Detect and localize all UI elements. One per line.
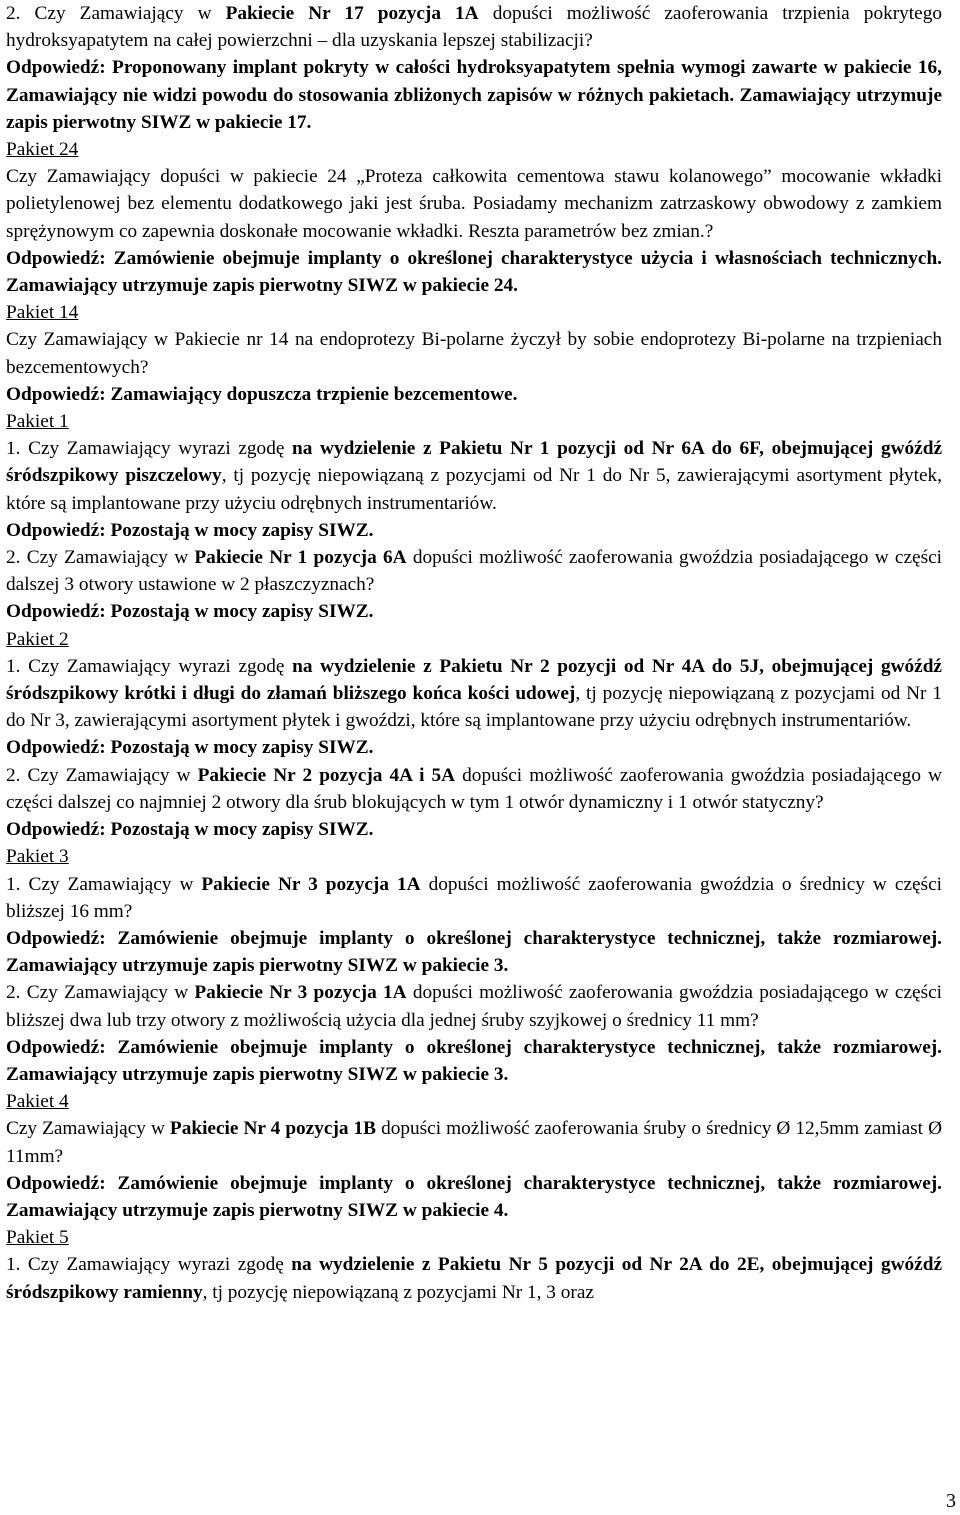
- question-text: dopuści możliwość zaoferowania śruby o średnicy Ø 12,5mm zamiast Ø 11mm?: [6, 1118, 942, 1167]
- answer: [6, 245, 942, 299]
- page-number: 3: [946, 1490, 956, 1512]
- question-text: dopuści możliwość zaoferowania gwoździa posiadającego w części dalszej co najmniej 2 otwory dla śrub blokujących w tym 1 otwór dynamiczny i 1 otwór statyczny?: [6, 764, 942, 813]
- question-text: dopuści możliwość zaoferowania gwoździa o średnicy w części bliższej 16 mm?: [6, 873, 942, 922]
- question-text: Pakiecie Nr 1 pozycja 6A: [194, 547, 407, 569]
- package-heading: [6, 1088, 942, 1115]
- answer: [6, 381, 942, 408]
- answer-text: Odpowiedź: Zamówienie obejmuje implanty o określonej charakterystyce technicznej, także rozmiarowej. Zamawiający utrzymuje zapis pierwotny SIWZ w pakiecie 4.: [6, 1172, 942, 1221]
- package-heading: [6, 626, 942, 653]
- package-heading-text: Pakiet 2: [6, 628, 69, 650]
- package-heading-text: Pakiet 1: [6, 411, 69, 433]
- question-text: 1. Czy Zamawiający w: [6, 873, 202, 895]
- question-text: 1. Czy Zamawiający wyrazi zgodę: [6, 1254, 292, 1276]
- question: [6, 435, 942, 517]
- question: [6, 0, 942, 54]
- package-heading: [6, 299, 942, 326]
- answer: [6, 598, 942, 625]
- question-text: Pakiecie Nr 2 pozycja 4A i 5A: [197, 764, 456, 786]
- answer: [6, 734, 942, 761]
- question-text: na wydzielenie z Pakietu Nr 1 pozycji od Nr 6A do 6F, obejmującej gwóźdź śródszpikowy piszczelowy: [6, 438, 943, 487]
- answer: [6, 517, 942, 544]
- answer: [6, 1034, 942, 1088]
- answer-text: Odpowiedź: Proponowany implant pokryty w całości hydroksyapatytem spełnia wymogi zawarte w pakiecie 16, Zamawiający nie widzi powodu do stosowania zbliżonych zapisów w różnych pakietach. Zamawiający utrzymuje zapis pierwotny SIWZ w pakiecie 17.: [6, 57, 942, 133]
- question-text: Czy Zamawiający w Pakiecie nr 14 na endoprotezy Bi-polarne życzył by sobie endoprotezy Bi-polarne na trzpieniach bezcementowych?: [6, 329, 942, 378]
- question: [6, 979, 942, 1033]
- package-heading-text: Pakiet 3: [6, 846, 69, 868]
- question-text: 1. Czy Zamawiający wyrazi zgodę: [6, 655, 293, 677]
- answer: [6, 1170, 942, 1224]
- question: [6, 653, 942, 735]
- question-text: dopuści możliwość zaoferowania gwoździa posiadającego w części bliższej dwa lub trzy otwory z możliwością użycia dla jednej śruby szyjkowej o średnicy 11 mm?: [6, 982, 942, 1031]
- package-heading-text: Pakiet 14: [6, 302, 79, 324]
- question: [6, 1115, 942, 1169]
- question: [6, 544, 942, 598]
- answer-text: Odpowiedź: Zamawiający dopuszcza trzpienie bezcementowe.: [6, 383, 518, 405]
- answer-text: Odpowiedź: Zamówienie obejmuje implanty o określonej charakterystyce technicznej, także rozmiarowej. Zamawiający utrzymuje zapis pierwotny SIWZ w pakiecie 3.: [6, 927, 942, 977]
- package-heading-text: Pakiet 5: [6, 1227, 69, 1249]
- question-text: 2. Czy Zamawiający w: [6, 547, 195, 569]
- answer-text: Odpowiedź: Zamówienie obejmuje implanty o określonej charakterystyce użycia i własnościach technicznych. Zamawiający utrzymuje zapis pierwotny SIWZ w pakiecie 24.: [6, 247, 942, 297]
- question-text: Pakiecie Nr 3 pozycja 1A: [194, 982, 407, 1004]
- package-heading: [6, 843, 942, 870]
- question-text: Pakiecie Nr 4 pozycja 1B: [169, 1118, 377, 1140]
- question-text: 2. Czy Zamawiający w: [6, 982, 195, 1004]
- document-body: [6, 0, 942, 1306]
- answer: [6, 816, 942, 843]
- answer-text: Odpowiedź: Pozostają w mocy zapisy SIWZ.: [6, 601, 374, 623]
- package-heading-text: Pakiet 4: [6, 1091, 69, 1113]
- question-text: , tj pozycję niepowiązaną z pozycjami od Nr 1 do Nr 3, zawierającymi asortyment płytek i gwoździ, które są implantowane przy użyciu odrębnych instrumentariów.: [6, 683, 942, 732]
- question-text: 2. Czy Zamawiający w: [6, 3, 226, 24]
- answer: [6, 54, 942, 136]
- package-heading-text: Pakiet 24: [6, 139, 79, 161]
- question: [6, 762, 942, 816]
- package-heading: [6, 136, 942, 163]
- answer-text: Odpowiedź: Pozostają w mocy zapisy SIWZ.: [6, 819, 374, 841]
- package-heading: [6, 1224, 942, 1251]
- answer-text: Odpowiedź: Pozostają w mocy zapisy SIWZ.: [6, 519, 374, 541]
- question-text: Pakiecie Nr 17 pozycja 1A: [225, 3, 479, 24]
- question-text: dopuści możliwość zaoferowania trzpienia pokrytego hydroksyapatytem na całej powierzchni – dla uzyskania lepszej stabilizacji?: [6, 3, 942, 52]
- question: [6, 1251, 942, 1305]
- package-heading: [6, 408, 942, 435]
- answer-text: Odpowiedź: Pozostają w mocy zapisy SIWZ.: [6, 737, 374, 759]
- question-text: dopuści możliwość zaoferowania gwoździa posiadającego w części dalszej 3 otwory ustawione w 2 płaszczyznach?: [6, 547, 942, 596]
- question: [6, 326, 942, 380]
- question-text: na wydzielenie z Pakietu Nr 5 pozycji od Nr 2A do 2E, obejmującej gwóźdź śródszpikowy ramienny: [6, 1254, 942, 1303]
- question-text: , tj pozycję niepowiązaną z pozycjami Nr 1, 3 oraz: [202, 1281, 594, 1303]
- question-text: 2. Czy Zamawiający w: [6, 764, 198, 786]
- question-text: Pakiecie Nr 3 pozycja 1A: [201, 873, 421, 895]
- question: [6, 163, 942, 245]
- question-text: Czy Zamawiający w: [6, 1118, 170, 1140]
- answer-text: Odpowiedź: Zamówienie obejmuje implanty o określonej charakterystyce technicznej, także rozmiarowej. Zamawiający utrzymuje zapis pierwotny SIWZ w pakiecie 3.: [6, 1036, 942, 1085]
- question-text: 1. Czy Zamawiający wyrazi zgodę: [6, 438, 293, 460]
- question-text: Czy Zamawiający dopuści w pakiecie 24 „Proteza całkowita cementowa stawu kolanowego” mocowanie wkładki polietylenowej bez elementu dodatkowego jaki jest śruba. Posiadamy mechanizm zatrzaskowy obwodowy z zamkiem sprężynowym co zapewnia doskonałe mocowanie wkładki. Reszta parametrów bez zmian.?: [6, 166, 942, 242]
- question: [6, 871, 942, 925]
- answer: [6, 925, 942, 979]
- question-text: na wydzielenie z Pakietu Nr 2 pozycji od Nr 4A do 5J, obejmującej gwóźdź śródszpikowy krótki i długi do złamań bliższego końca kości udowej: [6, 655, 942, 705]
- question-text: , tj pozycję niepowiązaną z pozycjami od Nr 1 do Nr 5, zawierającymi asortyment płytek, które są implantowane przy użyciu odrębnych instrumentariów.: [6, 465, 942, 514]
